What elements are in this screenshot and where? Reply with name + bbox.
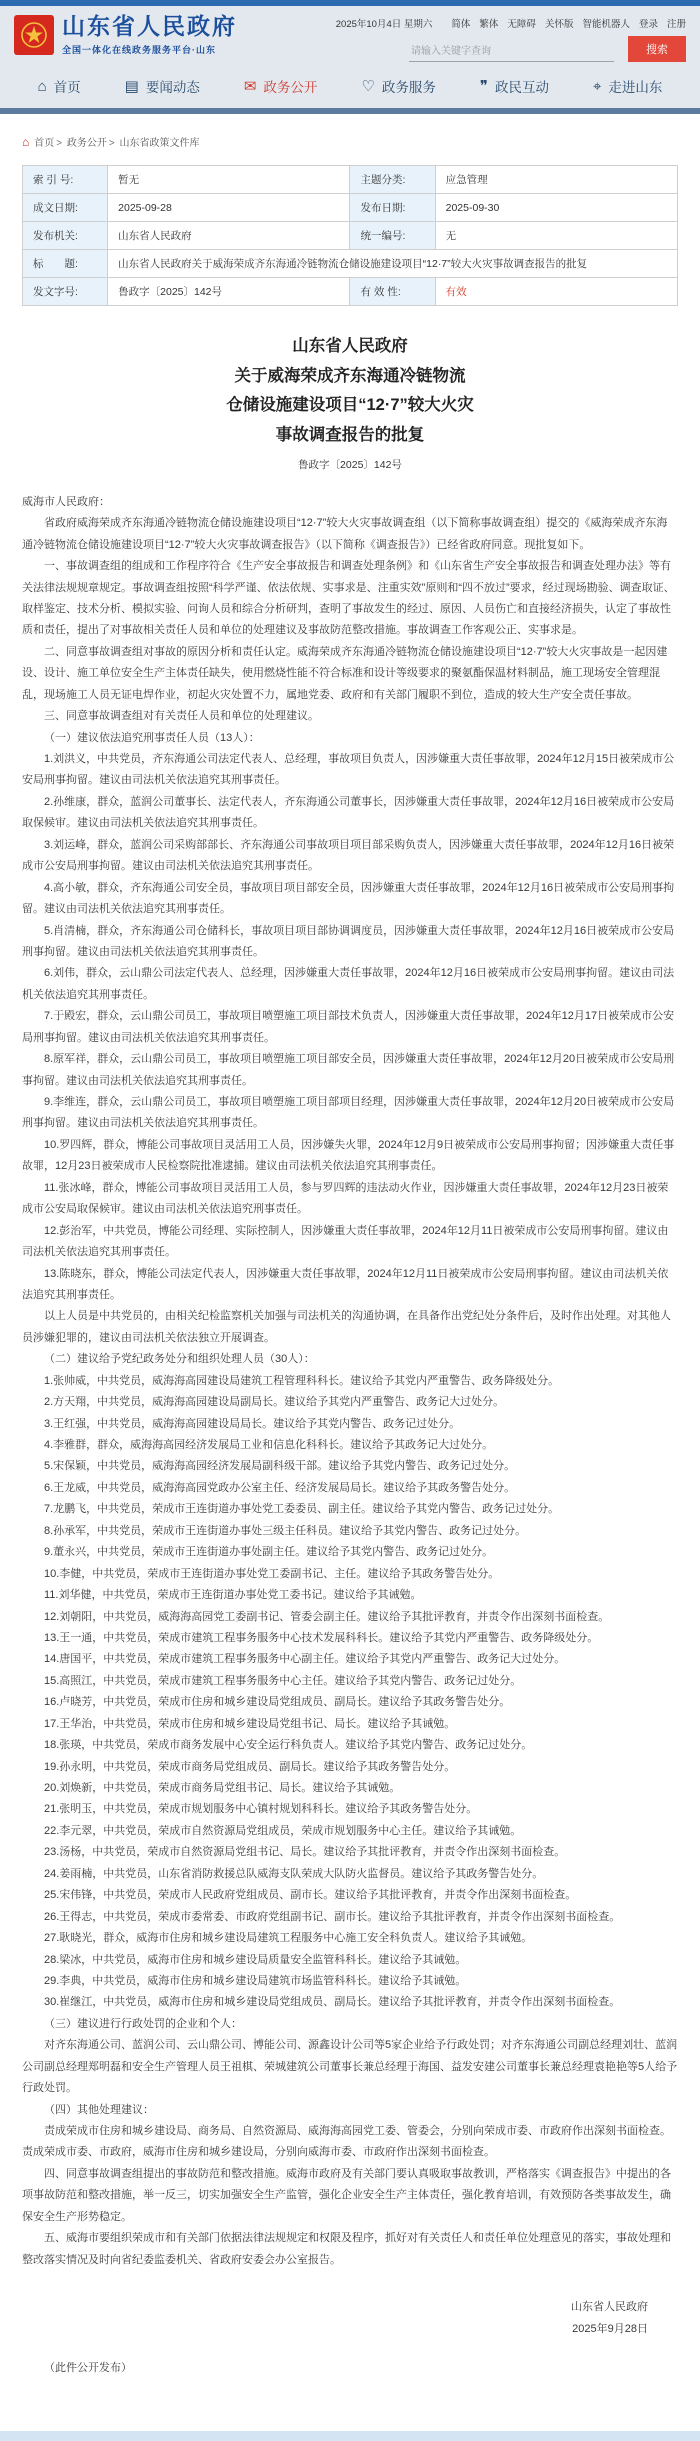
document-paragraph: 3.刘运峰，群众，蓝润公司采购部部长、齐东海通公司事故项目项目部采购负责人，因涉嫌重大责任事故罪，2024年12月16日被荣成市公安局刑事拘留。建议由司法机关依法追究其刑事责任。 [22,838,675,873]
document-paragraph: 三、同意事故调查组对有关责任人员和单位的处理建议。 [44,710,319,723]
meta-value: 2025-09-28 [108,194,350,222]
search-button[interactable]: 搜索 [628,36,686,62]
nav-item-label: 政务服务 [381,80,436,95]
meta-table-row [23,278,678,306]
nav-item-label: 政民互动 [494,80,549,95]
document-paragraph: 13.王一通，中共党员，荣成市建筑工程事务服务中心技术发展科科长。建议给予其党内严重警告、政务降级处分。 [44,1631,599,1644]
main-content [0,114,700,2405]
document-paragraph: 12.彭治军，中共党员，博能公司经理、实际控制人，因涉嫌重大责任事故罪，2024年12月11日被荣成市公安局刑事拘留。建议由司法机关依法追究其刑事责任。 [22,1224,669,1259]
document-paragraph: 17.王华治，中共党员，荣成市住房和城乡建设局党组书记、局长。建议给予其诫勉。 [44,1717,456,1730]
meta-table-row [23,222,678,250]
main-nav [0,68,700,108]
document-paragraph: 二、同意事故调查组对事故的原因分析和责任认定。威海荣成齐东海通冷链物流仓储设施建设项目“12·7”较大火灾事故是一起因建设、设计、施工单位安全生产主体责任缺失，使用燃烧性能不符合标准和设计等级要求的聚氨酯保温材料制品，施工现场安全管理混乱，现场施工人员无证电焊作业，初起火灾处置不力，属地党委、政府和有关部门履职不到位，造成的较大生产安全责任事故。 [22,645,668,701]
nav-item[interactable] [480,76,549,96]
document-paragraph: 11.刘华健，中共党员，荣成市王连街道办事处党工委书记。建议给予其诫勉。 [44,1589,422,1602]
document-paragraph: 5.肖清楠，群众，齐东海通公司仓储科长，事故项目项目部协调调度员，因涉嫌重大责任事故罪，2024年12月16日被荣成市公安局刑事拘留。建议由司法机关依法追究其刑事责任。 [22,924,675,958]
document-paragraph: （四）其他处理建议： [44,2103,154,2116]
document-paragraph: 3.王红强，中共党员，威海海高园建设局局长。建议给予其党内警告、政务记过处分。 [44,1417,461,1430]
meta-value: 有效 [435,278,677,306]
meta-label: 标 题: [23,250,108,278]
national-emblem-icon [14,15,54,55]
document-paragraph: 以上人员是中共党员的，由相关纪检监察机关加强与司法机关的沟通协调，在具备作出党纪处分条件后，及时作出处理。对其他人员涉嫌犯罪的，建议由司法机关依法独立开展调查。 [22,1310,671,1344]
document-paragraph: 2.方天翔，中共党员，威海海高园建设局副局长。建议给予其党内严重警告、政务记大过处分。 [44,1396,505,1409]
document-paragraph: 12.刘朝阳，中共党员，威海海高园党工委副书记、管委会副主任。建议给予其批评教育，并责令作出深刻书面检查。 [44,1610,610,1623]
document-paragraph: 29.李典，中共党员，威海市住房和城乡建设局建筑市场监管科科长。建议给予其诫勉。 [44,1974,467,1987]
document-paragraph: 省政府威海荣成齐东海通冷链物流仓储设施建设项目“12·7”较大火灾事故调查组（以下简称事故调查组）提交的《威海荣成齐东海通冷链物流仓储设施建设项目“12·7”较大火灾事故调查报告》（以下简称《调查报告》）已经省政府同意。现批复如下。 [22,517,668,551]
utility-link[interactable]: 登录 [638,19,658,30]
utility-bar [336,16,686,30]
document-paragraph: 1.张帅威，中共党员，威海海高园建设局建筑工程管理科科长。建议给予其党内严重警告、政务降级处分。 [44,1374,560,1387]
news-icon: ▤ [124,77,139,95]
document-paragraph: 责成荣成市住房和城乡建设局、商务局、自然资源局、威海海高园党工委、管委会，分别向荣成市委、市政府作出深刻书面检查。责成荣成市委、市政府，威海市住房和城乡建设局，分别向威海市委、市政府作出深刻书面检查。 [22,2125,671,2159]
meta-value: 鲁政字〔2025〕142号 [108,278,350,306]
nav-item-label: 政务公开 [263,80,318,95]
brand[interactable] [14,14,237,56]
document-title-line: 事故调查报告的批复 [275,426,425,445]
nav-item[interactable] [125,76,200,96]
document-paragraph: 24.姜雨楠，中共党员，山东省消防救援总队威海支队荣成大队防火监督员。建议给予其政务警告处分。 [44,1867,544,1880]
document-paragraph: 五、威海市要组织荣成市和有关部门依据法律法规规定和权限及程序，抓好对有关责任人和责任单位处理意见的落实，事故处理和整改落实情况及时向省纪委监委机关、省政府安委会办公室报告。 [22,2232,671,2266]
nav-item-label: 要闻动态 [145,80,200,95]
home-icon: ⌂ [37,77,47,95]
document-paragraph: 9.李维连，群众，云山鼎公司员工，事故项目喷塑施工项目部项目经理，因涉嫌重大责任事故罪，2024年12月20日被荣成市公安局刑事拘留。建议由司法机关依法追究其刑事责任。 [22,1096,675,1130]
document-paragraph: 8.孙承军，中共党员，荣成市王连街道办事处三级主任科员。建议给予其党内警告、政务记过处分。 [44,1524,527,1537]
meta-label: 发布日期: [350,194,435,222]
document-title [22,332,678,451]
nav-item[interactable] [361,76,435,96]
nav-item[interactable] [244,76,318,96]
meta-value: 山东省人民政府关于威海荣成齐东海通冷链物流仓储设施建设项目“12·7”较大火灾事故调查报告的批复 [108,250,678,278]
document-paragraph: 10.李健，中共党员，荣成市王连街道办事处党工委副书记、主任。建议给予其政务警告处分。 [44,1567,500,1580]
document-paragraph: 15.高照江，中共党员，荣成市建筑工程事务服务中心主任。建议给予其党内警告、政务记过处分。 [44,1674,522,1687]
document-paragraph: 16.卢晓芳，中共党员，荣成市住房和城乡建设局党组成员、副局长。建议给予其政务警告处分。 [44,1696,511,1709]
document-paragraph: 26.王得志，中共党员，荣成市委常委、市政府党组副书记、副市长。建议给予其批评教育，并责令作出深刻书面检查。 [44,1910,621,1923]
document-paragraph: 2025年9月28日 [572,2322,648,2335]
site-subtitle: 全国一体化在线政务服务平台·山东 [62,45,216,56]
current-date: 2025年10月4日 星期六 [335,19,433,30]
meta-value: 无 [435,222,677,250]
document-title-line: 仓储设施建设项目“12·7”较大火灾 [226,396,474,415]
document-paragraph: 20.刘焕新，中共党员，荣成市商务局党组书记、局长。建议给予其诫勉。 [44,1782,401,1794]
meta-label: 索 引 号: [23,166,108,194]
document-title-line: 山东省人民政府 [292,337,408,355]
meta-label: 成文日期: [23,194,108,222]
document-paragraph: 威海市人民政府： [22,495,110,508]
document-paragraph: 9.董永兴，中共党员，荣成市王连街道办事处副主任。建议给予其党内警告、政务记过处分。 [44,1546,494,1559]
breadcrumb-link[interactable]: 首页 [34,138,55,149]
meta-table-body [23,166,678,306]
nav-item[interactable] [593,76,662,96]
document-title-line: 关于威海荣成齐东海通冷链物流 [234,366,466,385]
breadcrumb [22,134,678,149]
document-paragraph: 23.汤杨，中共党员，荣成市自然资源局党组书记、局长。建议给予其批评教育，并责令作出深刻书面检查。 [44,1846,566,1859]
document-paragraph: 山东省人民政府 [571,2301,648,2314]
document-paragraph: 一、事故调查组的组成和工作程序符合《生产安全事故报告和调查处理条例》和《山东省生产安全事故报告和调查处理办法》等有关法律法规规章规定。事故调查组按照“科学严谨、依法依规、实事求是、注重实效”原则和“四不放过”要求，经过现场勘验、调查取证、取样鉴定、技术分析、模拟实验、问询人员和综合分析研判，查明了事故发生的经过、原因、人员伤亡和直接经济损失，认定了事故性质和责任，提出了对事故相关责任人员和单位的处理建议及事故防范整改措施。事故调查工作客观公正、实事求是。 [22,560,675,637]
document-paragraph: 21.张明玉，中共党员，荣成市规划服务中心镇村规划科科长。建议给予其政务警告处分。 [44,1803,478,1816]
nav-item-label: 走进山东 [608,80,663,95]
breadcrumb-items [34,134,199,149]
document-paragraph: 5.宋保颖，中共党员，威海海高园经济发展局副科级干部。建议给予其党内警告、政务记过处分。 [44,1460,516,1473]
meta-value: 山东省人民政府 [108,222,350,250]
breadcrumb-link[interactable]: > 政务公开 [54,138,107,149]
document-paragraph: 1.刘洪义，中共党员，齐东海通公司法定代表人、总经理，事故项目负责人，因涉嫌重大责任事故罪，2024年12月15日被荣成市公安局刑事拘留。建议由司法机关依法追究其刑事责任。 [22,753,675,787]
document-paragraph: 19.孙永明，中共党员，荣成市商务局党组成员、副局长。建议给予其政务警告处分。 [44,1760,456,1773]
document-paragraph: 27.耿晓光，群众，威海市住房和城乡建设局建筑工程服务中心施工安全科负责人。建议给予其诫勉。 [44,1932,533,1945]
nav-item[interactable] [38,76,81,96]
document-number: 鲁政字〔2025〕142号 [298,458,402,471]
document-paragraph: 11.张冰峰，群众，博能公司事故项目灵活用工人员，参与罗四辉的违法动火作业，因涉嫌重大责任事故罪，2024年12月23日被荣成市公安局取保候审。建议由司法机关依法追究刑事责任。 [22,1181,669,1216]
document-paragraph: 四、同意事故调查组提出的事故防范和整改措施。威海市政府及有关部门要认真吸取事故教训，严格落实《调查报告》中提出的各项事故防范和整改措施，举一反三，切实加强安全生产监管，强化企业安全生产主体责任，强化教育培训，有效预防各类事故发生，确保安全生产形势稳定。 [22,2167,671,2223]
document-paragraph: 7.于殿宏，群众，云山鼎公司员工，事故项目喷塑施工项目部技术负责人，因涉嫌重大责任事故罪，2024年12月17日被荣成市公安局刑事拘留。建议由司法机关依法追究其刑事责任。 [22,1010,675,1044]
meta-label: 统一编号: [350,222,435,250]
document-paragraph: 14.唐国平，中共党员，荣成市建筑工程事务服务中心副主任。建议给予其党内严重警告、政务记大过处分。 [44,1653,566,1666]
document-paragraph: （此件公开发布） [44,2361,132,2374]
meta-label: 有 效 性: [350,278,435,306]
utility-link[interactable]: 关怀版 [544,19,574,30]
document-paragraph: 7.龙鹏飞，中共党员，荣成市王连街道办事处党工委委员、副主任。建议给予其党内警告、政务记过处分。 [44,1503,560,1516]
document-paragraph: （一）建议依法追究刑事责任人员（13人）： [44,731,260,744]
nav-item-label: 首页 [53,80,81,95]
document-paragraph: 30.崔继江，中共党员，威海市住房和城乡建设局党组成员、副局长。建议给予其批评教育，并责令作出深刻书面检查。 [44,1996,621,2009]
meta-value: 暂无 [108,166,350,194]
site-title: 山东省人民政府 [62,13,237,39]
document-paragraph: 22.李元翠，中共党员，荣成市自然资源局党组成员，荣成市规划服务中心主任。建议给予其诫勉。 [44,1824,522,1837]
breadcrumb-link[interactable]: > 山东省政策文件库 [107,138,200,149]
meta-label: 主题分类: [350,166,435,194]
meta-value: 2025-09-30 [435,194,677,222]
document-paragraph: 6.王龙威，中共党员，威海海高园党政办公室主任、经济发展局局长。建议给予其政务警告处分。 [44,1481,516,1494]
utility-links [442,16,686,30]
utility-link[interactable]: 无障碍 [507,19,536,30]
meta-table [22,165,678,306]
meta-table-row [23,166,678,194]
document-paragraph: 8.原军祥，群众，云山鼎公司员工，事故项目喷塑施工项目部安全员，因涉嫌重大责任事故罪，2024年12月20日被荣成市公安局刑事拘留。建议由司法机关依法追究其刑事责任。 [22,1053,675,1087]
utility-link[interactable]: 简体 [451,19,471,30]
envelope-icon: ✉ [243,77,257,95]
utility-link[interactable]: 繁体 [479,19,499,30]
document-paragraph: 10.罗四辉，群众，博能公司事故项目灵活用工人员，因涉嫌失火罪，2024年12月9日被荣成市公安局刑事拘留；因涉嫌重大责任事故罪，12月23日被荣成市人民检察院批准逮捕。建议由司法机关依法追究其刑事责任。 [22,1138,675,1173]
document-paragraph: 6.刘伟，群众，云山鼎公司法定代表人、总经理，因涉嫌重大责任事故罪，2024年12月16日被荣成市公安局刑事拘留。建议由司法机关依法追究其刑事责任。 [22,967,675,1001]
document-paragraph: 13.陈晓东，群众，博能公司法定代表人，因涉嫌重大责任事故罪，2024年12月11日被荣成市公安局刑事拘留。建议由司法机关依法追究其刑事责任。 [22,1267,669,1301]
document-paragraph: 4.高小敏，群众，齐东海通公司安全员，事故项目项目部安全员，因涉嫌重大责任事故罪，2024年12月16日被荣成市公安局刑事拘留。建议由司法机关依法追究其刑事责任。 [22,881,675,916]
document-paragraph: 对齐东海通公司、蓝润公司、云山鼎公司、博能公司、源鑫设计公司等5家企业给予行政处罚；对齐东海通公司副总经理刘壮、蓝润公司副总经理郑明磊和安全生产管理人员王祖棋、荣城建筑公司董事长兼总经理于海国、益发安建公司董事长兼总经理袁艳艳等5人给予行政处罚。 [22,2039,678,2095]
document-body [22,492,678,2380]
chat-icon: ❞ [479,77,488,95]
meta-label: 发文字号: [23,278,108,306]
document-paragraph: 4.李雅群，群众，威海海高园经济发展局工业和信息化科科长。建议给予其政务记大过处分。 [44,1439,494,1451]
document-paragraph: （二）建议给予党纪政务处分和组织处理人员（30人）： [44,1353,315,1366]
meta-value: 应急管理 [435,166,677,194]
document-paragraph: 25.宋伟锋，中共党员，荣成市人民政府党组成员、副市长。建议给予其批评教育，并责令作出深刻书面检查。 [44,1889,577,1902]
masthead [0,6,700,68]
heart-icon: ♡ [361,77,375,95]
document-paragraph: 18.张瑛，中共党员，荣成市商务发展中心安全运行科负责人。建议给予其党内警告、政务记过处分。 [44,1739,533,1752]
location-pin-icon: ⌖ [592,77,602,95]
utility-link[interactable]: 智能机器人 [582,19,630,30]
footer-strip [0,2431,700,2441]
home-icon: ⌂ [22,134,30,149]
document-paragraph: （三）建议进行行政处罚的企业和个人： [44,2017,242,2030]
meta-table-row [23,250,678,278]
utility-link[interactable]: 注册 [666,19,686,30]
document-paragraph: 28.梁冰，中共党员，威海市住房和城乡建设局质量安全监管科科长。建议给予其诫勉。 [44,1953,467,1966]
meta-label: 发布机关: [23,222,108,250]
document-paragraph: 2.孙维康，群众，蓝润公司董事长、法定代表人，齐东海通公司董事长，因涉嫌重大责任事故罪，2024年12月16日被荣成市公安局取保候审。建议由司法机关依法追究其刑事责任。 [22,795,675,830]
meta-table-row [23,194,678,222]
search-input[interactable] [409,42,614,62]
